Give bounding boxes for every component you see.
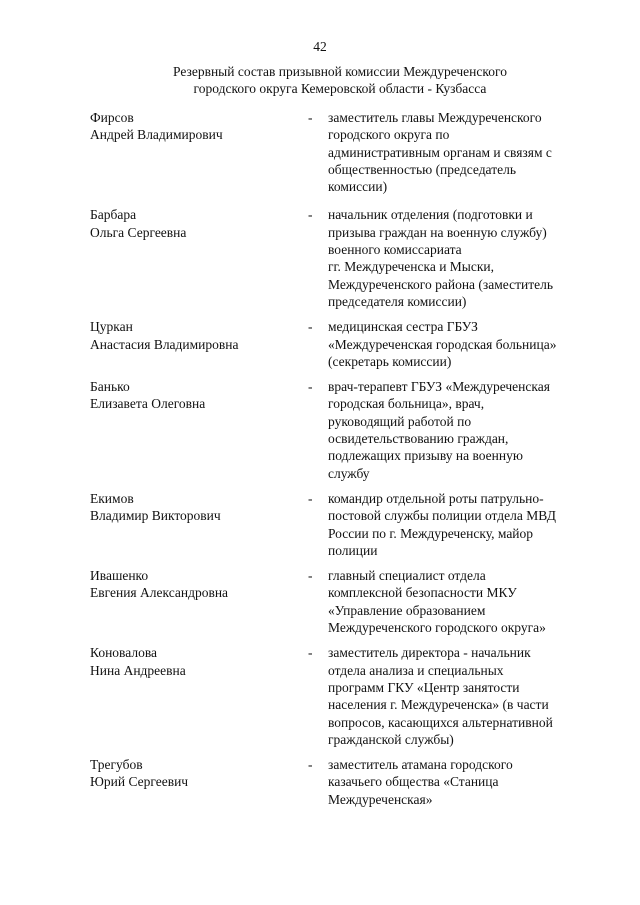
member-role-line: «Междуреченская городская больница»: [328, 336, 557, 352]
member-role-line: освидетельствованию граждан,: [328, 431, 509, 447]
member-role-line: руководящий работой по: [328, 413, 472, 429]
member-surname: Цуркан: [90, 319, 133, 335]
member-role: [328, 109, 590, 195]
member-given-names: Евгения Александровна: [90, 585, 229, 601]
member-role-line: «Управление образованием: [328, 602, 486, 618]
member-role-line: городская больница», врач,: [328, 396, 485, 412]
member-role-line: вопросов, касающихся альтернативной: [328, 714, 553, 730]
member-role-line: заместитель директора - начальник: [328, 645, 531, 661]
member-role: [328, 644, 590, 748]
member-role-line: комплексной безопасности МКУ: [328, 585, 517, 601]
member-name: [90, 490, 308, 525]
member-role: [328, 756, 590, 808]
member-name: [90, 318, 308, 353]
member-surname: Трегубов: [90, 757, 143, 773]
member-role-line: заместитель главы Междуреченского: [328, 110, 542, 125]
member-role: [328, 490, 590, 559]
member-dash: -: [308, 379, 313, 395]
member-entry: [90, 206, 590, 310]
member-dash: -: [308, 207, 313, 223]
member-role-line: административным органам и связям с: [328, 144, 552, 160]
member-entry: [90, 756, 590, 808]
member-surname: Екимов: [90, 490, 134, 506]
member-name: [90, 206, 308, 241]
member-role: [328, 206, 590, 310]
member-given-names: Елизавета Олеговна: [90, 396, 206, 412]
member-name: [90, 756, 308, 791]
member-role-line: программ ГКУ «Центр занятости: [328, 679, 520, 695]
member-role-line: командир отдельной роты патрульно-: [328, 490, 544, 506]
member-dash: -: [308, 645, 313, 661]
member-given-names: Ольга Сергеевна: [90, 224, 187, 240]
member-name: [90, 109, 308, 144]
member-role-line: гражданской службы): [328, 731, 454, 747]
member-role-line: отдела анализа и специальных: [328, 662, 504, 678]
member-surname: Барбара: [90, 207, 137, 223]
member-role-line: председателя комиссии): [328, 293, 467, 309]
member-role: [328, 318, 590, 370]
member-surname: Коновалова: [90, 645, 158, 661]
member-name: [90, 644, 308, 679]
member-entry: [90, 490, 590, 559]
member-role-line: Междуреченского района (заместитель: [328, 276, 554, 292]
member-role-line: населения г. Междуреченска» (в части: [328, 697, 549, 713]
member-role-line: полиции: [328, 542, 378, 558]
member-role: [328, 567, 590, 636]
page-number: 42: [313, 39, 327, 54]
member-given-names: Юрий Сергеевич: [90, 774, 189, 790]
title-line: Резервный состав призывной комиссии Междуреченского: [173, 64, 507, 79]
member-entry: [90, 644, 590, 748]
member-role-line: казачьего общества «Станица: [328, 774, 499, 790]
member-entry: [90, 378, 590, 482]
member-dash: -: [308, 110, 313, 125]
member-role-line: Междуреченского городского округа»: [328, 620, 546, 636]
member-given-names: Андрей Владимирович: [90, 127, 223, 143]
member-role-line: военного комиссариата: [328, 242, 462, 258]
member-name: [90, 378, 308, 413]
member-role-line: подлежащих призыву на военную: [328, 448, 523, 464]
member-given-names: Нина Андреевна: [90, 662, 186, 678]
member-surname: Ивашенко: [90, 568, 149, 584]
member-dash: -: [308, 568, 313, 584]
member-role-line: призыва граждан на военную службу): [328, 224, 547, 240]
member-role-line: начальник отделения (подготовки и: [328, 207, 533, 223]
member-name: [90, 567, 308, 602]
document-title: [0, 63, 640, 97]
member-role-line: (секретарь комиссии): [328, 353, 452, 369]
member-role-line: общественностью (председатель: [328, 161, 516, 177]
member-dash: -: [308, 319, 313, 335]
member-surname: Банько: [90, 379, 130, 395]
member-role-line: службу: [328, 465, 370, 481]
member-role-line: Междуреченская»: [328, 791, 433, 807]
member-role-line: врач-терапевт ГБУЗ «Междуреченская: [328, 379, 550, 395]
member-entry: [90, 318, 590, 370]
member-given-names: Анастасия Владимировна: [90, 336, 239, 352]
member-entry: [90, 109, 590, 195]
member-role-line: городского округа по: [328, 127, 450, 143]
title-line: городского округа Кемеровской области - Кузбасса: [193, 81, 487, 96]
member-dash: -: [308, 490, 313, 506]
member-role-line: постовой службы полиции отдела МВД: [328, 508, 556, 524]
member-role-line: гг. Междуреченска и Мыски,: [328, 259, 495, 275]
member-role: [328, 378, 590, 482]
member-role-line: главный специалист отдела: [328, 568, 486, 584]
member-given-names: Владимир Викторович: [90, 508, 221, 524]
member-role-line: заместитель атамана городского: [328, 757, 513, 773]
member-surname: Фирсов: [90, 110, 134, 125]
member-dash: -: [308, 757, 313, 773]
member-list: [90, 109, 590, 808]
member-role-line: России по г. Междуреченску, майор: [328, 525, 534, 541]
member-entry: [90, 567, 590, 636]
member-role-line: медицинская сестра ГБУЗ: [328, 319, 478, 335]
member-role-line: комиссии): [328, 179, 388, 195]
